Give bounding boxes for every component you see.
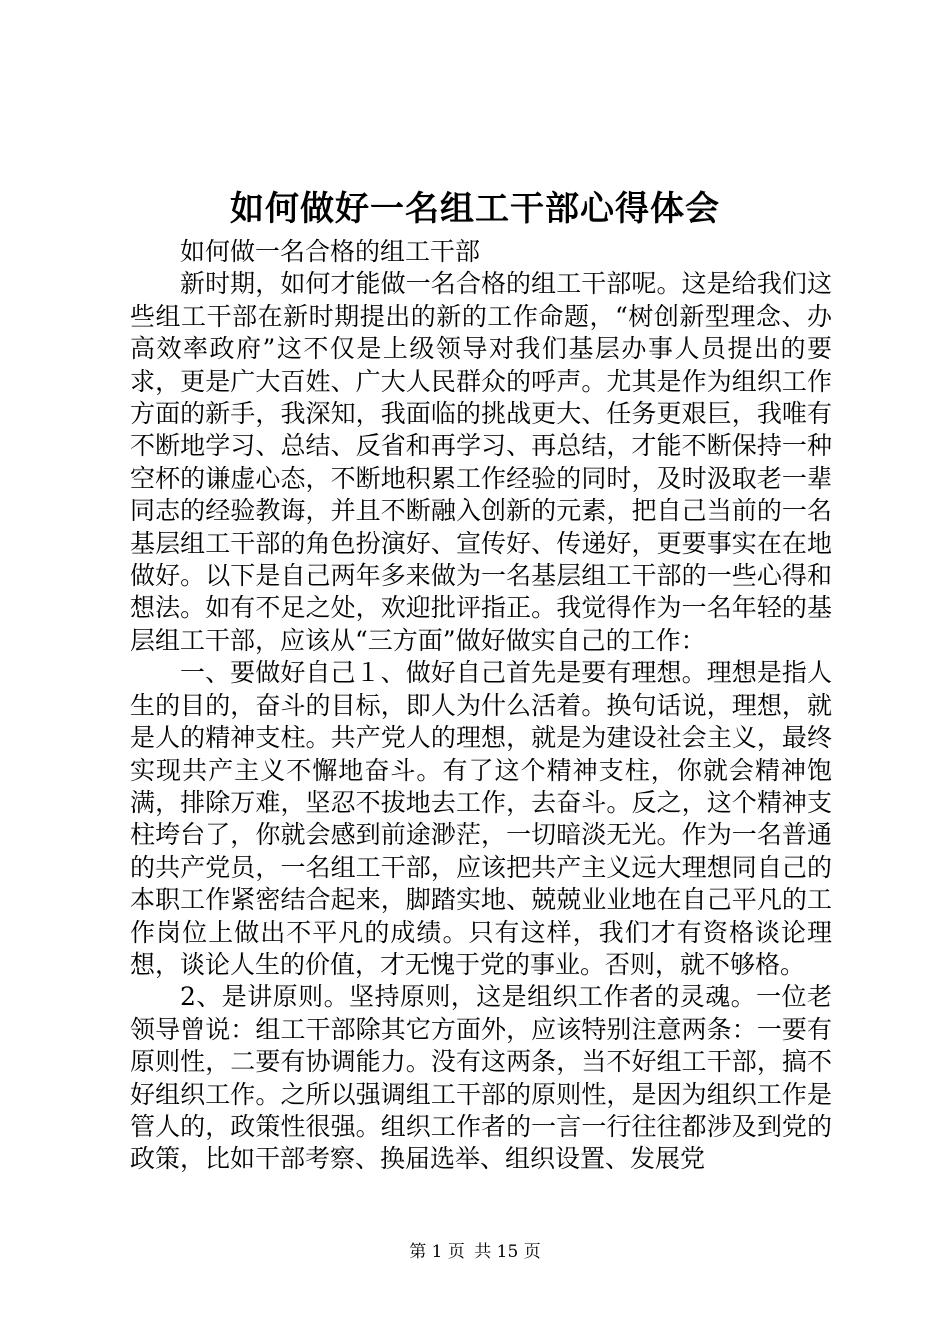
document-subtitle: 如何做一名合格的组工干部: [180, 237, 481, 266]
document-body: [130, 236, 832, 1176]
page-total: 共 15 页: [474, 1242, 541, 1262]
page-footer: [0, 1240, 950, 1264]
page-number: 第 1 页: [409, 1242, 465, 1262]
paragraph-section-one: 一、要做好自己１、做好自己首先是要有理想。理想是指人生的目的，奋斗的目标，即人为什么活着。换句话说，理想，就是人的精神支柱。共产党人的理想，就是为建设社会主义，最终实现共产主义不懈地奋斗。有了这个精神支柱，你就会精神饱满，排除万难，坚忍不拔地去工作，去奋斗。反之，这个精神支柱垮台了，你就会感到前途渺茫，一切暗淡无光。作为一名普通的共产党员，一名组工干部，应该把共产主义远大理想同自己的本职工作紧密结合起来，脚踏实地、兢兢业业地在自己平凡的工作岗位上做出不平凡的成绩。只有这样，我们才有资格谈论理想，谈论人生的价值，才无愧于党的事业。否则，就不够格。: [130, 658, 832, 979]
paragraph-intro: 新时期，如何才能做一名合格的组工干部呢。这是给我们这些组工干部在新时期提出的新的工作命题，“树创新型理念、办高效率政府”这不仅是上级领导对我们基层办事人员提出的要求，更是广大百姓、广大人民群众的呼声。尤其是作为组织工作方面的新手，我深知，我面临的挑战更大、任务更艰巨，我唯有不断地学习、总结、反省和再学习、再总结，才能不断保持一种空杯的谦虚心态，不断地积累工作经验的同时，及时汲取老一辈同志的经验教诲，并且不断融入创新的元素，把自己当前的一名基层组工干部的角色扮演好、宣传好、传递好，更要事实在在地做好。以下是自己两年多来做为一名基层组工干部的一些心得和想法。如有不足之处，欢迎批评指正。我觉得作为一名年轻的基层组工干部，应该从“三方面”做好做实自己的工作：: [130, 269, 832, 655]
paragraph-principle: 2、是讲原则。坚持原则，这是组织工作者的灵魂。一位老领导曾说：组工干部除其它方面外，应该特别注意两条：一要有原则性，二要有协调能力。没有这两条，当不好组工干部，搞不好组织工作。之所以强调组工干部的原则性，是因为组织工作是管人的，政策性很强。组织工作者的一言一行往往都涉及到党的政策，比如干部考察、换届选举、组织设置、发展党: [130, 982, 832, 1174]
document-title: 如何做好一名组工干部心得体会: [230, 189, 720, 229]
